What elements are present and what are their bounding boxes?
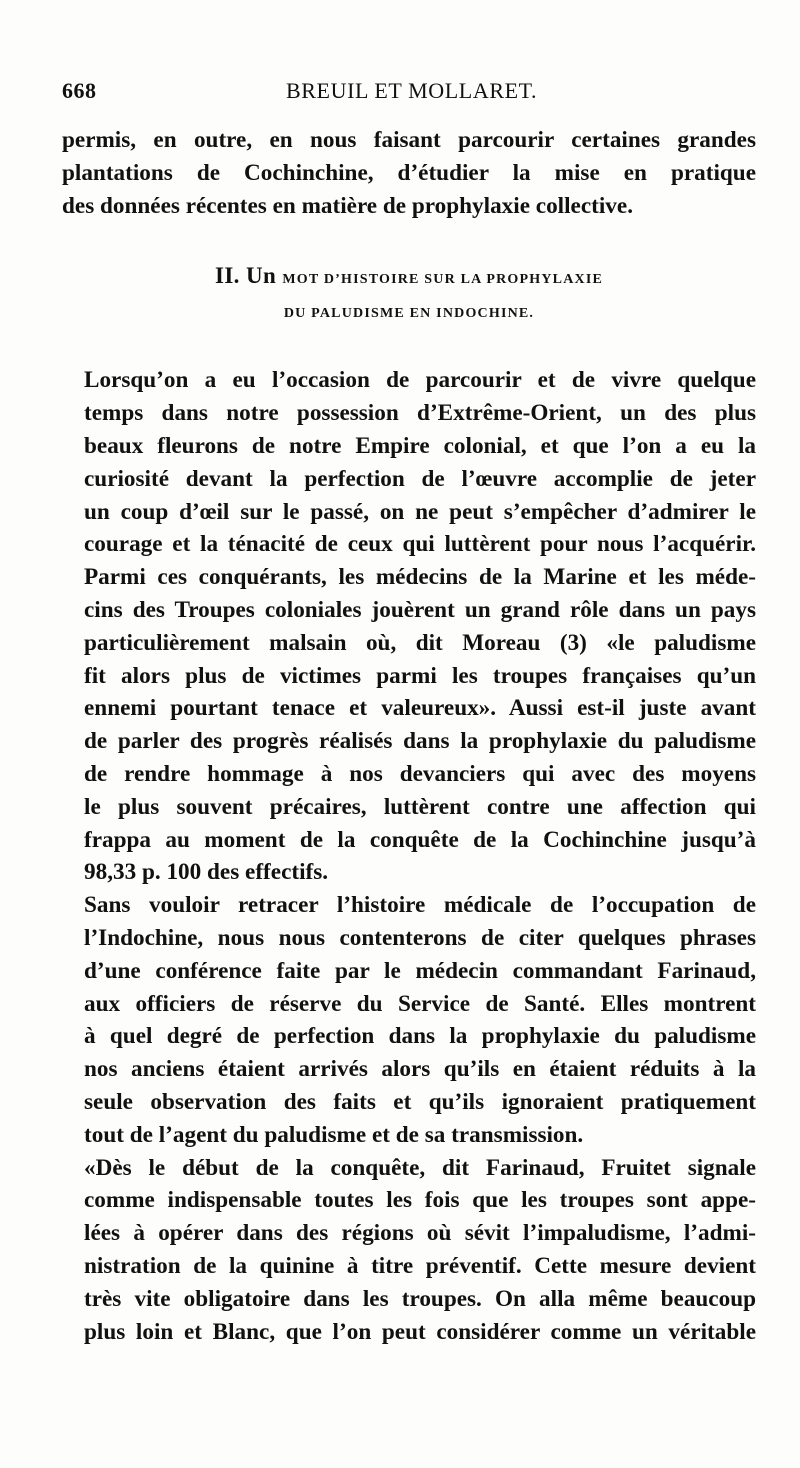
- text-line: Sans vouloir retracer l’histoire médicale de l’occupation de: [84, 892, 756, 919]
- intro-paragraph: [62, 124, 756, 222]
- text-line: curiosité devant la perfection de l’œuvre accomplie de jeter: [84, 465, 756, 492]
- text-line: des données récentes en matière de prophylaxie collective.: [62, 192, 633, 219]
- page-body: [62, 124, 756, 1348]
- section-heading-line2: DU PALUDISME EN INDOCHINE.: [283, 306, 535, 322]
- text-line: «Dès le début de la conquête, dit Farinaud, Fruitet signale: [84, 1154, 756, 1181]
- text-line: Parmi ces conquérants, les médecins de la Marine et les méde-: [84, 564, 756, 591]
- text-line: aux officiers de réserve du Service de Santé. Elles montrent: [84, 990, 756, 1017]
- text-line: 98,33 p. 100 des effectifs.: [84, 859, 329, 886]
- text-line: à quel degré de perfection dans la prophylaxie du paludisme: [84, 1023, 756, 1050]
- text-line: Lorsqu’on a eu l’occasion de parcourir et de vivre quelque: [84, 367, 756, 394]
- section-heading-line1: [62, 260, 756, 296]
- section-heading: [62, 260, 756, 330]
- text-line: ennemi pourtant tenace et valeureux». Aussi est-il juste avant: [84, 695, 756, 722]
- text-line: cins des Troupes coloniales jouèrent un grand rôle dans un pays: [84, 596, 756, 623]
- text-line: beaux fleurons de notre Empire colonial, et que l’on a eu la: [84, 432, 756, 459]
- body-paragraph-3: [62, 1152, 756, 1349]
- text-line: comme indispensable toutes les fois que les troupes sont appe-: [84, 1187, 756, 1214]
- text-line: très vite obligatoire dans les troupes. On alla même beaucoup: [84, 1285, 756, 1312]
- text-line: l’Indochine, nous nous contenterons de citer quelques phrases: [84, 924, 756, 951]
- text-line: temps dans notre possession d’Extrême-Orient, un des plus: [84, 400, 756, 427]
- text-line: d’une conférence faite par le médecin commandant Farinaud,: [84, 957, 756, 984]
- text-line: un coup d’œil sur le passé, on ne peut s’empêcher d’admirer le: [84, 498, 756, 525]
- body-paragraph-2: [62, 889, 756, 1151]
- text-line: lées à opérer dans des régions où sévit l’impaludisme, l’admi-: [84, 1220, 756, 1247]
- text-line: courage et la ténacité de ceux qui luttèrent pour nous l’acquérir.: [84, 531, 756, 558]
- text-line: nos anciens étaient arrivés alors qu’ils en étaient réduits à la: [84, 1056, 756, 1083]
- text-line: de parler des progrès réalisés dans la prophylaxie du paludisme: [84, 728, 756, 755]
- text-line: particulièrement malsain où, dit Moreau (3) «le paludisme: [84, 629, 756, 656]
- text-line: le plus souvent précaires, luttèrent contre une affection qui: [84, 793, 756, 820]
- body-paragraph-1: [62, 364, 756, 889]
- text-line: plus loin et Blanc, que l’on peut considérer comme un véritable: [84, 1318, 756, 1345]
- running-head: [62, 78, 738, 110]
- text-line: fit alors plus de victimes parmi les troupes françaises qu’un: [84, 662, 756, 689]
- text-line: plantations de Cochinchine, d’étudier la mise en pratique: [62, 159, 756, 186]
- text-line: seule observation des faits et qu’ils ignoraient pratiquement: [84, 1088, 756, 1115]
- page-number: 668: [62, 78, 97, 103]
- text-line: frappa au moment de la conquête de la Cochinchine jusqu’à: [84, 826, 756, 853]
- text-line: permis, en outre, en nous faisant parcourir certaines grandes: [62, 127, 756, 153]
- section-heading-rest: MOT D’HISTOIRE SUR LA PROPHYLAXIE: [282, 272, 604, 288]
- text-line: de rendre hommage à nos devanciers qui avec des moyens: [84, 760, 756, 787]
- text-line: tout de l’agent du paludisme et de sa transmission.: [84, 1121, 584, 1148]
- running-title: BREUIL ET MOLLARET.: [286, 78, 538, 103]
- section-number: II. Un: [214, 263, 277, 289]
- text-line: nistration de la quinine à titre préventif. Cette mesure devient: [84, 1252, 756, 1279]
